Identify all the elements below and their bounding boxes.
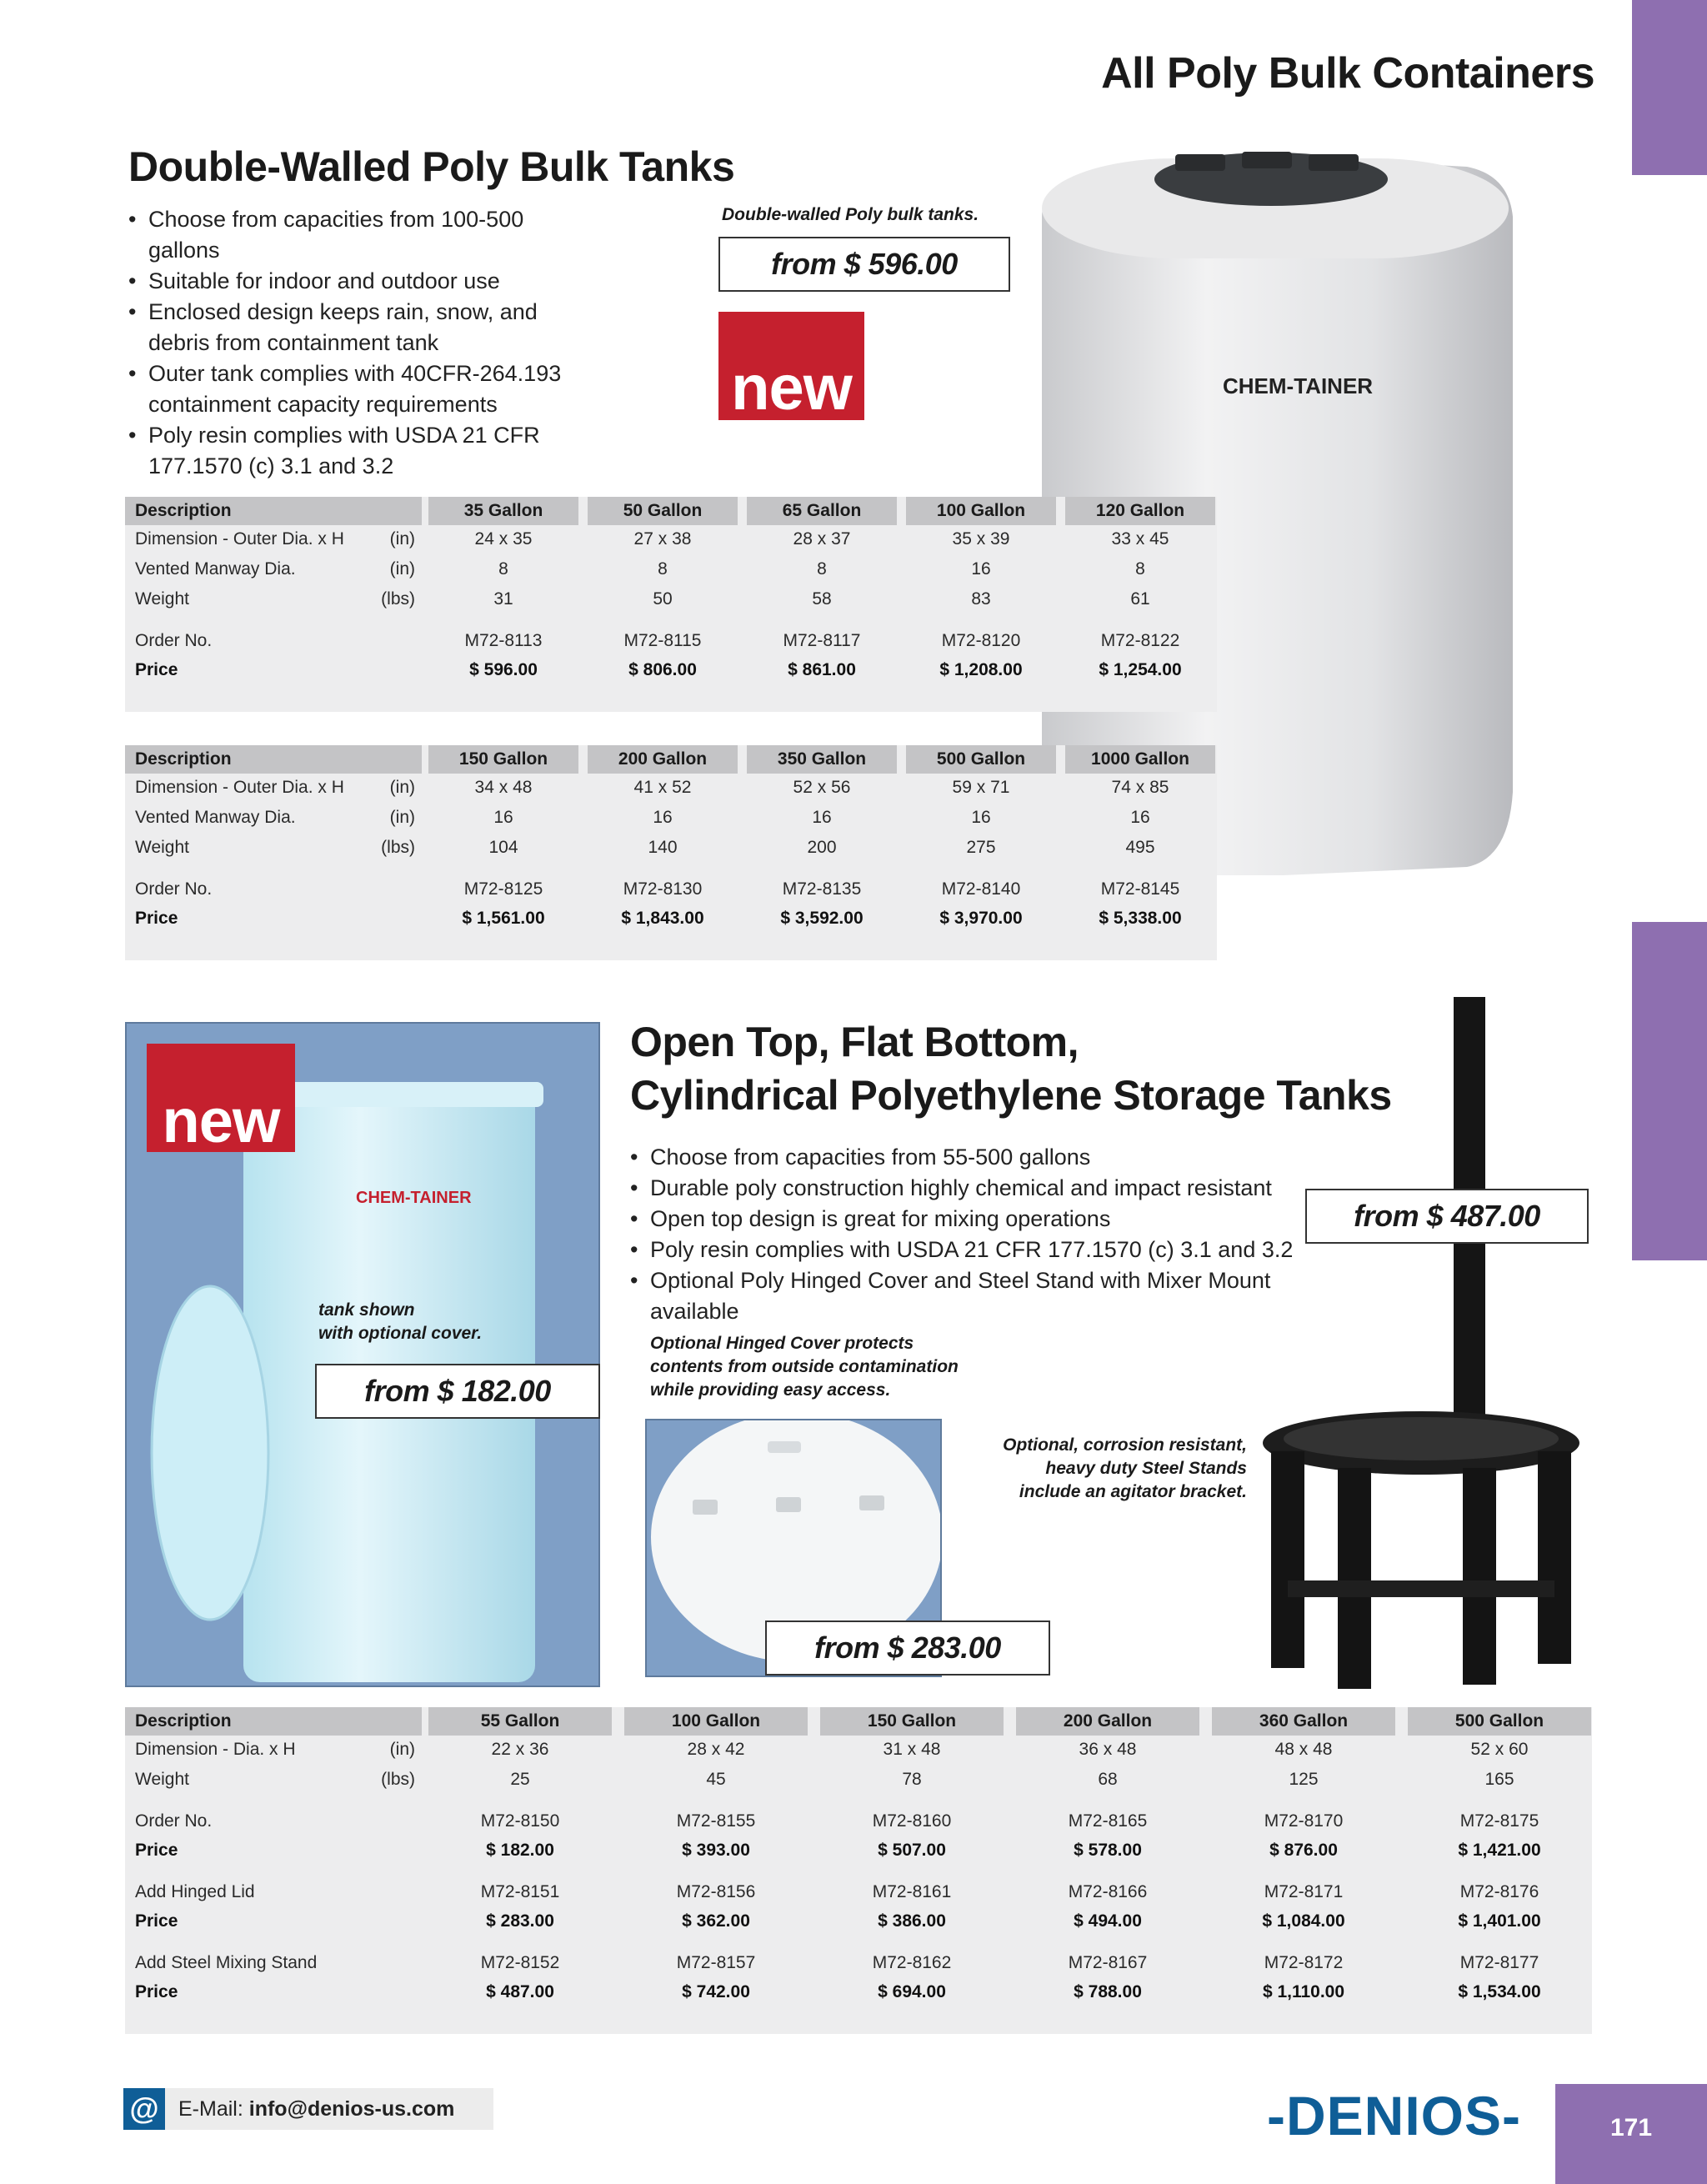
open-tank-caption-line: with optional cover. xyxy=(318,1324,483,1343)
section1-title: Double-Walled Poly Bulk Tanks xyxy=(128,143,735,190)
table-cell: M72-8115 xyxy=(623,631,702,650)
table-cell-price: $ 1,421.00 xyxy=(1458,1841,1541,1860)
table-row xyxy=(125,1907,1592,1936)
table-cell: 78 xyxy=(902,1770,922,1789)
table-cell: 28 x 42 xyxy=(687,1740,745,1759)
table-row xyxy=(125,1978,1592,2006)
table-row-label: Price xyxy=(135,1982,178,2001)
stand-caption-line: Optional, corrosion resistant, xyxy=(1003,1435,1247,1455)
section1-caption: Double-walled Poly bulk tanks. xyxy=(722,205,979,224)
table-cell: 16 xyxy=(653,808,673,827)
section1-bullet: • Suitable for indoor and outdoor use xyxy=(128,266,595,297)
table-cell-price: $ 1,254.00 xyxy=(1099,660,1182,679)
table-cell: 200 xyxy=(807,838,837,857)
table-row xyxy=(125,555,1217,584)
table-cell-price: $ 362.00 xyxy=(682,1911,750,1931)
table-cell: M72-8130 xyxy=(623,879,703,899)
table-cell: M72-8172 xyxy=(1264,1953,1344,1972)
table-cell-price: $ 1,561.00 xyxy=(462,909,545,928)
table-header-capacity: 200 Gallon xyxy=(588,745,738,774)
table-row-unit: (in) xyxy=(389,529,415,549)
section2-bullets xyxy=(630,1142,1347,1327)
open-tank-price-from: from $ 182.00 xyxy=(315,1364,600,1419)
table-row-label: Dimension - Dia. x H xyxy=(135,1740,296,1759)
table-cell: M72-8125 xyxy=(463,879,543,899)
table-header-description: Description xyxy=(125,745,422,774)
table-row-label: Dimension - Outer Dia. x H xyxy=(135,529,344,549)
table-row-label: Vented Manway Dia. xyxy=(135,808,296,827)
table-header-description: Description xyxy=(125,1707,422,1736)
cover-price-from: from $ 283.00 xyxy=(765,1620,1050,1676)
table-row-unit: (lbs) xyxy=(381,1770,415,1789)
table-row-unit xyxy=(355,656,422,684)
table-cell: M72-8167 xyxy=(1068,1953,1148,1972)
section1-new-badge: new xyxy=(718,312,864,420)
table-row-label: Price xyxy=(135,1911,178,1931)
double-walled-table-2 xyxy=(125,745,1217,960)
table-cell-price: $ 507.00 xyxy=(878,1841,946,1860)
stand-caption-line: include an agitator bracket. xyxy=(1019,1482,1247,1501)
table-cell: 27 x 38 xyxy=(633,529,692,549)
table-row-label: Order No. xyxy=(135,631,213,650)
table-row-unit xyxy=(355,904,422,933)
table-row xyxy=(125,1736,1592,1764)
table-row-unit xyxy=(355,1836,422,1865)
table-cell: 24 x 35 xyxy=(474,529,533,549)
table-row-label: Price xyxy=(135,1841,178,1860)
table-row xyxy=(125,627,1217,655)
table-cell: 25 xyxy=(510,1770,530,1789)
table-cell: 45 xyxy=(706,1770,726,1789)
table-cell: 16 xyxy=(971,559,991,579)
table-header-capacity: 150 Gallon xyxy=(820,1707,1004,1736)
table-row xyxy=(125,1807,1592,1836)
double-walled-table-1 xyxy=(125,497,1217,712)
table-cell-price: $ 1,110.00 xyxy=(1262,1982,1345,2001)
side-tab-middle xyxy=(1632,922,1707,1260)
table-cell: M72-8145 xyxy=(1100,879,1180,899)
table-header-capacity: 500 Gallon xyxy=(906,745,1056,774)
table-row-unit xyxy=(355,1907,422,1936)
table-cell: 33 x 45 xyxy=(1111,529,1169,549)
table-cell-price: $ 876.00 xyxy=(1269,1841,1338,1860)
table-cell: 125 xyxy=(1289,1770,1319,1789)
table-cell: M72-8162 xyxy=(872,1953,952,1972)
section2-title-line: Cylindrical Polyethylene Storage Tanks xyxy=(630,1072,1392,1119)
table-cell-price: $ 283.00 xyxy=(486,1911,554,1931)
table-header-capacity: 35 Gallon xyxy=(428,497,578,525)
table-header-capacity: 200 Gallon xyxy=(1016,1707,1199,1736)
table-cell-price: $ 182.00 xyxy=(486,1841,554,1860)
table-cell-price: $ 393.00 xyxy=(682,1841,750,1860)
table-row-unit xyxy=(355,1978,422,2006)
table-row-unit: (in) xyxy=(389,1740,415,1759)
table-cell: M72-8113 xyxy=(464,631,543,650)
table-header-row xyxy=(125,1707,1592,1736)
table-cell: 495 xyxy=(1125,838,1155,857)
cover-caption-line: Optional Hinged Cover protects xyxy=(650,1334,914,1353)
section2-title-line: Open Top, Flat Bottom, xyxy=(630,1019,1079,1065)
table-cell-price: $ 386.00 xyxy=(878,1911,946,1931)
table-cell: 58 xyxy=(812,589,832,609)
table-cell: 61 xyxy=(1130,589,1150,609)
table-cell: 8 xyxy=(498,559,508,579)
email-icon: @ xyxy=(123,2088,165,2130)
table-header-capacity: 500 Gallon xyxy=(1408,1707,1591,1736)
table-cell: M72-8151 xyxy=(480,1882,560,1901)
table-cell: 28 x 37 xyxy=(793,529,851,549)
table-cell-price: $ 596.00 xyxy=(469,660,538,679)
open-tank-brand-label: CHEM-TAINER xyxy=(356,1189,472,1207)
section2-bullet: • Choose from capacities from 55-500 gallons xyxy=(630,1142,1347,1173)
table-header-row xyxy=(125,745,1217,774)
table-cell: 8 xyxy=(1135,559,1145,579)
table-row-label: Weight xyxy=(135,1770,189,1789)
table-cell: 31 x 48 xyxy=(883,1740,941,1759)
table-cell: M72-8155 xyxy=(676,1811,756,1831)
table-cell: 8 xyxy=(817,559,827,579)
table-header-description: Description xyxy=(125,497,422,525)
open-tank-caption xyxy=(318,1299,482,1345)
table-row-unit: (in) xyxy=(389,778,415,797)
table-header-capacity: 150 Gallon xyxy=(428,745,578,774)
table-cell: 68 xyxy=(1098,1770,1118,1789)
table-cell: 48 x 48 xyxy=(1274,1740,1333,1759)
email-line[interactable] xyxy=(178,2088,454,2130)
table-cell: 275 xyxy=(966,838,996,857)
denios-logo: -DENIOS- xyxy=(1267,2085,1521,2146)
table-cell-price: $ 3,592.00 xyxy=(780,909,864,928)
table-cell-price: $ 788.00 xyxy=(1074,1982,1142,2001)
table-cell-price: $ 742.00 xyxy=(682,1982,750,2001)
cover-caption xyxy=(650,1332,959,1402)
table-cell: 35 x 39 xyxy=(952,529,1010,549)
table-cell: M72-8176 xyxy=(1459,1882,1539,1901)
table-cell-price: $ 1,843.00 xyxy=(621,909,704,928)
table-row-label: Order No. xyxy=(135,879,213,899)
table-row-label: Dimension - Outer Dia. x H xyxy=(135,778,344,797)
table-row xyxy=(125,1949,1592,1977)
section1-bullet: • Choose from capacities from 100-500 gallons xyxy=(128,204,595,266)
table-row xyxy=(125,875,1217,904)
table-cell-price: $ 3,970.00 xyxy=(939,909,1023,928)
table-row-unit: (lbs) xyxy=(381,589,415,609)
table-row-label: Add Hinged Lid xyxy=(135,1882,255,1901)
table-row xyxy=(125,525,1217,554)
table-cell: 8 xyxy=(658,559,668,579)
table-cell: 34 x 48 xyxy=(474,778,533,797)
section1-price-from: from $ 596.00 xyxy=(718,237,1010,292)
section1-bullet: • Enclosed design keeps rain, snow, and debris from containment tank xyxy=(128,297,595,358)
stand-caption xyxy=(984,1434,1247,1504)
table-row xyxy=(125,656,1217,684)
page-number: 171 xyxy=(1555,2084,1707,2184)
table-row-unit: (in) xyxy=(389,559,415,579)
table-header-capacity: 360 Gallon xyxy=(1212,1707,1395,1736)
table-cell: 104 xyxy=(488,838,518,857)
table-cell: 140 xyxy=(648,838,678,857)
table-cell-price: $ 578.00 xyxy=(1074,1841,1142,1860)
table-row-label: Vented Manway Dia. xyxy=(135,559,296,579)
table-cell: 52 x 60 xyxy=(1470,1740,1529,1759)
table-cell: M72-8166 xyxy=(1068,1882,1148,1901)
table-cell: 36 x 48 xyxy=(1079,1740,1137,1759)
cover-caption-line: contents from outside contamination xyxy=(650,1357,959,1376)
table-cell: M72-8135 xyxy=(782,879,862,899)
table-cell: 74 x 85 xyxy=(1111,778,1169,797)
table-cell-price: $ 1,084.00 xyxy=(1262,1911,1345,1931)
stand-caption-line: heavy duty Steel Stands xyxy=(1045,1459,1247,1478)
table-row-unit: (in) xyxy=(389,808,415,827)
table-cell: 165 xyxy=(1484,1770,1514,1789)
table-cell-price: $ 1,208.00 xyxy=(939,660,1023,679)
table-row-unit xyxy=(355,1807,422,1836)
table-cell: M72-8161 xyxy=(872,1882,952,1901)
section2-bullet: • Poly resin complies with USDA 21 CFR 177.1570 (c) 3.1 and 3.2 xyxy=(630,1235,1347,1265)
table-header-capacity: 1000 Gallon xyxy=(1065,745,1215,774)
section1-bullet: • Outer tank complies with 40CFR-264.193 containment capacity requirements xyxy=(128,358,595,420)
page-title: All Poly Bulk Containers xyxy=(1101,49,1594,98)
table-header-capacity: 55 Gallon xyxy=(428,1707,612,1736)
table-header-capacity: 50 Gallon xyxy=(588,497,738,525)
table-cell-price: $ 861.00 xyxy=(788,660,856,679)
table-cell: 31 xyxy=(493,589,513,609)
table-cell: M72-8120 xyxy=(941,631,1021,650)
table-cell: M72-8156 xyxy=(676,1882,756,1901)
email-address[interactable]: info@denios-us.com xyxy=(248,2097,455,2121)
table-cell-price: $ 487.00 xyxy=(486,1982,554,2001)
stand-price-from: from $ 487.00 xyxy=(1305,1189,1589,1244)
table-header-row xyxy=(125,497,1217,525)
table-row-unit xyxy=(355,1878,422,1906)
open-top-table xyxy=(125,1707,1592,2034)
table-row xyxy=(125,804,1217,832)
table-cell: M72-8157 xyxy=(676,1953,756,1972)
table-row-label: Weight xyxy=(135,838,189,857)
table-row xyxy=(125,1878,1592,1906)
table-header-capacity: 100 Gallon xyxy=(624,1707,808,1736)
table-cell-price: $ 806.00 xyxy=(628,660,697,679)
table-cell: M72-8150 xyxy=(480,1811,560,1831)
table-row-unit: (lbs) xyxy=(381,838,415,857)
table-cell: 52 x 56 xyxy=(793,778,851,797)
table-cell: M72-8117 xyxy=(783,631,861,650)
section2-bullet: • Open top design is great for mixing operations xyxy=(630,1204,1347,1235)
table-row xyxy=(125,834,1217,862)
steel-stand-image xyxy=(1250,997,1584,1706)
table-cell: M72-8152 xyxy=(480,1953,560,1972)
table-cell: 16 xyxy=(812,808,832,827)
table-cell: M72-8122 xyxy=(1100,631,1180,650)
table-header-capacity: 65 Gallon xyxy=(747,497,897,525)
table-cell: M72-8160 xyxy=(872,1811,952,1831)
table-cell: 16 xyxy=(971,808,991,827)
table-row-label: Add Steel Mixing Stand xyxy=(135,1953,318,1972)
table-cell: 16 xyxy=(493,808,513,827)
table-cell-price: $ 1,401.00 xyxy=(1458,1911,1541,1931)
table-row-label: Price xyxy=(135,660,178,679)
table-cell: M72-8165 xyxy=(1068,1811,1148,1831)
table-cell: M72-8140 xyxy=(941,879,1021,899)
table-cell: 50 xyxy=(653,589,673,609)
side-tab-top xyxy=(1632,0,1707,175)
open-tank-caption-line: tank shown xyxy=(318,1300,415,1320)
table-cell: 59 x 71 xyxy=(952,778,1010,797)
table-cell-price: $ 694.00 xyxy=(878,1982,946,2001)
email-label: E-Mail: xyxy=(178,2097,243,2121)
table-row xyxy=(125,1836,1592,1865)
table-row-label: Price xyxy=(135,909,178,928)
table-cell: M72-8177 xyxy=(1459,1953,1539,1972)
table-row xyxy=(125,1766,1592,1794)
table-row-label: Order No. xyxy=(135,1811,213,1831)
table-row-unit xyxy=(355,1949,422,1977)
table-row xyxy=(125,904,1217,933)
table-row-unit xyxy=(355,875,422,904)
section2-new-badge: new xyxy=(147,1044,295,1152)
table-cell: M72-8170 xyxy=(1264,1811,1344,1831)
cover-caption-line: while providing easy access. xyxy=(650,1380,891,1400)
table-cell-price: $ 5,338.00 xyxy=(1099,909,1182,928)
table-row xyxy=(125,585,1217,614)
table-row xyxy=(125,774,1217,802)
table-cell: 41 x 52 xyxy=(633,778,692,797)
table-cell: 83 xyxy=(971,589,991,609)
table-cell-price: $ 494.00 xyxy=(1074,1911,1142,1931)
table-cell: M72-8175 xyxy=(1459,1811,1539,1831)
table-header-capacity: 120 Gallon xyxy=(1065,497,1215,525)
section2-bullet: • Optional Poly Hinged Cover and Steel Stand with Mixer Mount available xyxy=(630,1265,1347,1327)
section2-bullet: • Durable poly construction highly chemical and impact resistant xyxy=(630,1173,1347,1204)
table-row-unit xyxy=(355,627,422,655)
table-cell: M72-8171 xyxy=(1264,1882,1344,1901)
table-cell: 22 x 36 xyxy=(491,1740,549,1759)
tank-brand-label: CHEM-TAINER xyxy=(1223,373,1374,398)
table-header-capacity: 350 Gallon xyxy=(747,745,897,774)
table-header-capacity: 100 Gallon xyxy=(906,497,1056,525)
section1-bullets xyxy=(128,204,595,482)
table-row-label: Weight xyxy=(135,589,189,609)
table-cell-price: $ 1,534.00 xyxy=(1458,1982,1541,2001)
table-cell: 16 xyxy=(1130,808,1150,827)
section1-bullet: • Poly resin complies with USDA 21 CFR 177.1570 (c) 3.1 and 3.2 xyxy=(128,420,595,482)
